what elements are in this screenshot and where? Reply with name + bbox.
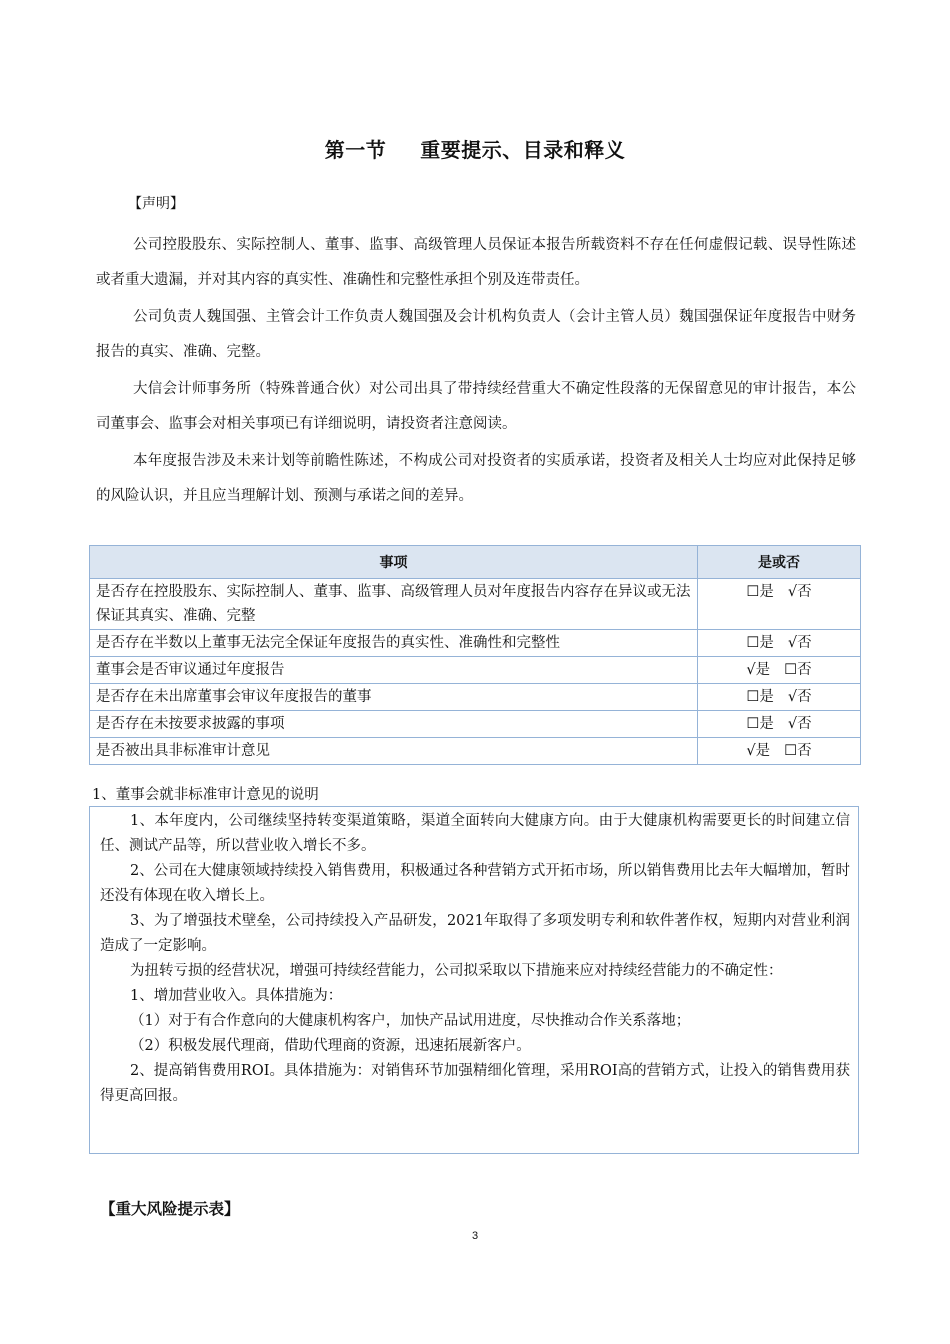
risk-table-heading: 【重大风险提示表】 [100,1200,240,1218]
yes-checkbox: ☐是 [746,635,774,651]
row-answer [698,579,861,630]
table-row [90,684,861,711]
note-paragraph: （1）对于有合作意向的大健康机构客户，加快产品试用进度，尽快推动合作关系落地； [130,1013,691,1029]
yes-checkbox: √是 [746,662,771,678]
note-paragraph: 1、本年度内，公司继续坚持转变渠道策略，渠道全面转向大健康方向。由于大健康机构需要更长的时间建立信任、测试产品等，所以营业收入增长不多。 [100,813,850,854]
note-paragraph: 1、增加营业收入。具体措施为： [130,988,343,1004]
no-checkbox: √否 [787,584,812,600]
row-item: 是否存在半数以上董事无法完全保证年度报告的真实性、准确性和完整性 [90,630,698,657]
note-paragraph: （2）积极发展代理商，借助代理商的资源，迅速拓展新客户。 [130,1038,531,1054]
row-item: 是否被出具非标准审计意见 [90,738,698,765]
no-checkbox: √否 [787,635,812,651]
section-title [0,134,950,163]
note-paragraph: 3、为了增强技术壁垒，公司持续投入产品研发，2021年取得了多项发明专利和软件著作权，短期内对营业利润造成了一定影响。 [100,913,850,954]
statement-paragraph: 本年度报告涉及未来计划等前瞻性陈述，不构成公司对投资者的实质承诺，投资者及相关人士均应对此保持足够的风险认识，并且应当理解计划、预测与承诺之间的差异。 [96,453,856,504]
table-header-row [90,546,861,579]
statement-heading: 【声明】 [128,196,184,212]
section-number: 第一节 [324,138,387,162]
row-answer [698,657,861,684]
header-answer: 是或否 [698,546,861,579]
no-checkbox: √否 [787,716,812,732]
row-answer [698,630,861,657]
statement-paragraph: 公司控股股东、实际控制人、董事、监事、高级管理人员保证本报告所载资料不存在任何虚假记载、误导性陈述或者重大遗漏，并对其内容的真实性、准确性和完整性承担个别及连带责任。 [96,237,856,288]
statement-paragraphs [96,228,856,516]
header-item: 事项 [90,546,698,579]
disclosure-table [89,545,861,765]
table-row [90,630,861,657]
row-item: 是否存在控股股东、实际控制人、董事、监事、高级管理人员对年度报告内容存在异议或无法保证其真实、准确、完整 [90,579,698,630]
note-title: 1、董事会就非标准审计意见的说明 [92,787,319,803]
table-row [90,657,861,684]
note-box [89,806,859,1154]
yes-checkbox: √是 [746,743,771,759]
table-row [90,579,861,630]
yes-checkbox: ☐是 [746,716,774,732]
row-answer [698,738,861,765]
row-item: 是否存在未出席董事会审议年度报告的董事 [90,684,698,711]
no-checkbox: √否 [787,689,812,705]
table-row [90,711,861,738]
row-item: 董事会是否审议通过年度报告 [90,657,698,684]
row-item: 是否存在未按要求披露的事项 [90,711,698,738]
no-checkbox: ☐否 [784,662,812,678]
row-answer [698,711,861,738]
statement-paragraph: 大信会计师事务所（特殊普通合伙）对公司出具了带持续经营重大不确定性段落的无保留意见的审计报告，本公司董事会、监事会对相关事项已有详细说明，请投资者注意阅读。 [96,381,856,432]
note-paragraph: 2、提高销售费用ROI。具体措施为：对销售环节加强精细化管理，采用ROI高的营销方式，让投入的销售费用获得更高回报。 [100,1063,850,1104]
section-name: 重要提示、目录和释义 [420,138,626,162]
yes-checkbox: ☐是 [746,689,774,705]
statement-paragraph: 公司负责人魏国强、主管会计工作负责人魏国强及会计机构负责人（会计主管人员）魏国强保证年度报告中财务报告的真实、准确、完整。 [96,309,856,360]
note-paragraph: 2、公司在大健康领域持续投入销售费用，积极通过各种营销方式开拓市场，所以销售费用比去年大幅增加，暂时还没有体现在收入增长上。 [100,863,850,904]
no-checkbox: ☐否 [784,743,812,759]
table-row [90,738,861,765]
yes-checkbox: ☐是 [746,584,774,600]
row-answer [698,684,861,711]
note-paragraph: 为扭转亏损的经营状况，增强可持续经营能力，公司拟采取以下措施来应对持续经营能力的不确定性： [130,963,783,979]
page-number: 3 [471,1230,479,1242]
